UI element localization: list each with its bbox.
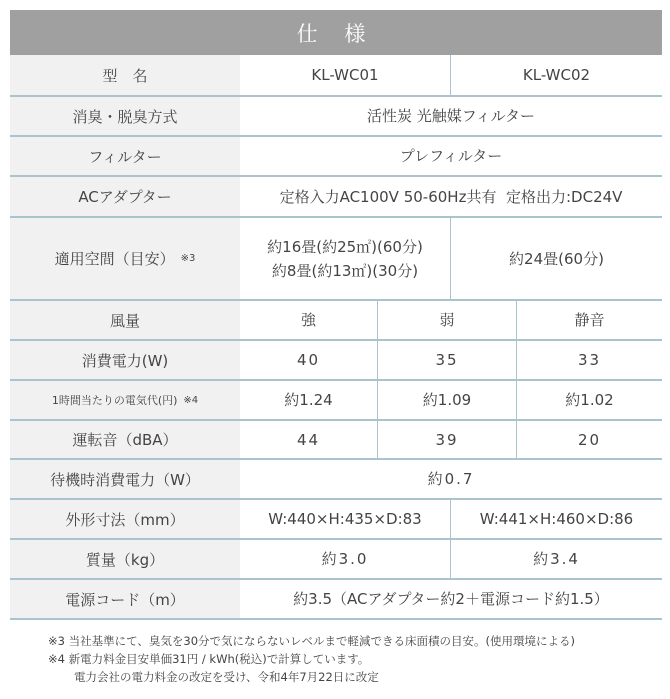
dimensions-wc01: W:440×H:435×D:83	[240, 500, 451, 538]
row-standby	[10, 460, 662, 500]
space-wc01-line2: 約8畳(約13㎡)(30分)	[271, 261, 419, 280]
label-standby: 待機時消費電力（W）	[10, 460, 240, 498]
row-space	[10, 218, 662, 301]
model-wc01: KL-WC01	[240, 55, 451, 95]
weight-wc01: 約3.0	[240, 540, 451, 578]
footnote-3: ※3 当社基準にて、臭気を30分で気にならないレベルまで軽減できる床面積の目安。(使用環境による)	[48, 634, 575, 648]
row-dimensions	[10, 500, 662, 540]
label-airflow: 風量	[10, 301, 240, 339]
weight-wc02: 約3.4	[533, 550, 580, 568]
footnote-ref-4: ※4	[183, 394, 199, 406]
label-cost-text: 1時間当たりの電気代(円)	[51, 394, 178, 407]
value-standby: 約0.7	[427, 470, 475, 488]
model-wc02: KL-WC02	[522, 66, 591, 84]
row-noise	[10, 421, 662, 460]
value-deodorize: 活性炭 光触媒フィルター	[367, 107, 535, 125]
label-dimensions: 外形寸法（mm）	[10, 500, 240, 538]
row-filter	[10, 137, 662, 177]
label-power: 消費電力(W)	[10, 341, 240, 379]
label-model: 型 名	[10, 55, 240, 95]
label-cost	[10, 381, 240, 419]
label-space	[10, 218, 240, 299]
power-quiet: 33	[577, 351, 602, 369]
value-filter: プレフィルター	[399, 147, 503, 165]
row-cost	[10, 381, 662, 421]
row-model	[10, 55, 662, 97]
row-weight	[10, 540, 662, 580]
airflow-weak: 弱	[378, 301, 517, 339]
power-strong: 40	[240, 341, 378, 379]
spec-title: 仕 様	[10, 10, 662, 55]
noise-weak: 39	[378, 421, 517, 458]
space-wc02: 約24畳(60分)	[509, 249, 604, 268]
space-wc01-line1: 約16畳(約25㎡)(60分)	[267, 237, 423, 256]
footnotes	[48, 632, 575, 686]
label-filter: フィルター	[10, 137, 240, 175]
space-wc01	[240, 218, 451, 299]
airflow-strong: 強	[240, 301, 378, 339]
noise-strong: 44	[240, 421, 378, 458]
label-space-text: 適用空間（目安）	[54, 250, 175, 268]
row-cord	[10, 580, 662, 620]
row-adapter	[10, 177, 662, 218]
label-weight: 質量（kg）	[10, 540, 240, 578]
noise-quiet: 20	[577, 430, 602, 449]
row-airflow	[10, 301, 662, 341]
cost-quiet: 約1.02	[565, 391, 614, 409]
row-power	[10, 341, 662, 381]
cost-weak: 約1.09	[378, 381, 517, 419]
footnote-ref-3: ※3	[180, 253, 196, 264]
cost-strong: 約1.24	[240, 381, 378, 419]
row-deodorize	[10, 97, 662, 137]
label-cord: 電源コード（m）	[10, 580, 240, 618]
dimensions-wc02: W:441×H:460×D:86	[479, 510, 634, 528]
label-deodorize: 消臭・脱臭方式	[10, 97, 240, 135]
value-cord: 約3.5（ACアダプター約2＋電源コード約1.5）	[293, 590, 609, 608]
label-adapter: ACアダプター	[10, 177, 240, 216]
footnote-4: ※4 新電力料金目安単価31円 / kWh(税込)で計算しています。	[48, 652, 370, 666]
spec-table	[10, 10, 662, 620]
airflow-quiet: 静音	[574, 311, 605, 329]
value-adapter: 定格入力AC100V 50-60Hz共有 定格出力:DC24V	[279, 187, 623, 206]
label-noise: 運転音（dBA）	[10, 421, 240, 458]
power-weak: 35	[378, 341, 517, 379]
footnote-4-continued: 電力会社の電力料金の改定を受け、令和4年7月22日に改定	[74, 670, 379, 684]
